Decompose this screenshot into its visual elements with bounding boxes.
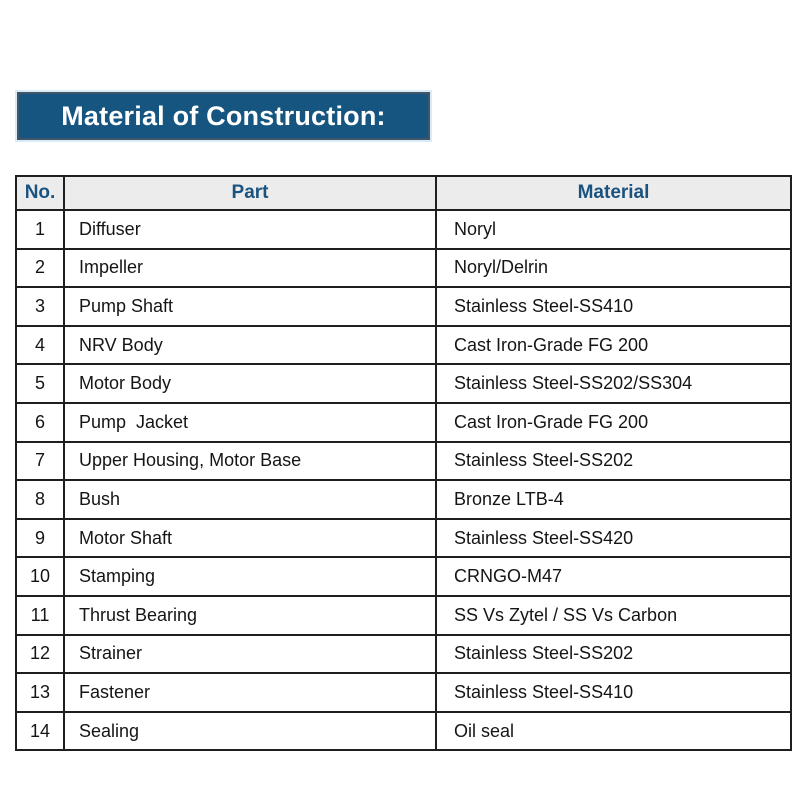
table-row [16, 287, 791, 326]
page-title: Material of Construction: [61, 100, 386, 131]
row-number: 9 [16, 519, 64, 558]
row-number: 11 [16, 596, 64, 635]
table-row [16, 712, 791, 751]
material-name: SS Vs Zytel / SS Vs Carbon [436, 596, 791, 635]
table-row [16, 596, 791, 635]
row-number: 2 [16, 249, 64, 288]
row-number: 12 [16, 635, 64, 674]
material-of-construction-table [15, 175, 792, 751]
table-row [16, 519, 791, 558]
row-number: 10 [16, 557, 64, 596]
material-name: Bronze LTB-4 [436, 480, 791, 519]
part-name: Impeller [64, 249, 436, 288]
table-row [16, 673, 791, 712]
row-number: 5 [16, 364, 64, 403]
material-name: Stainless Steel-SS202/SS304 [436, 364, 791, 403]
column-header-no: No. [16, 176, 64, 210]
row-number: 13 [16, 673, 64, 712]
table-row [16, 249, 791, 288]
table-row [16, 403, 791, 442]
column-header-material: Material [436, 176, 791, 210]
row-number: 8 [16, 480, 64, 519]
material-name: Stainless Steel-SS410 [436, 287, 791, 326]
table-row [16, 480, 791, 519]
row-number: 7 [16, 442, 64, 481]
table-row [16, 557, 791, 596]
table-row [16, 210, 791, 249]
material-name: Noryl/Delrin [436, 249, 791, 288]
material-name: Noryl [436, 210, 791, 249]
part-name: Motor Shaft [64, 519, 436, 558]
row-number: 3 [16, 287, 64, 326]
table-body [16, 210, 791, 750]
row-number: 6 [16, 403, 64, 442]
row-number: 1 [16, 210, 64, 249]
part-name: Thrust Bearing [64, 596, 436, 635]
part-name: Fastener [64, 673, 436, 712]
part-name: Diffuser [64, 210, 436, 249]
part-name: Bush [64, 480, 436, 519]
material-name: Stainless Steel-SS410 [436, 673, 791, 712]
material-name: CRNGO-M47 [436, 557, 791, 596]
part-name: Sealing [64, 712, 436, 751]
row-number: 4 [16, 326, 64, 365]
part-name: Pump Jacket [64, 403, 436, 442]
table-header-row [16, 176, 791, 210]
material-name: Stainless Steel-SS202 [436, 442, 791, 481]
table-row [16, 635, 791, 674]
part-name: Motor Body [64, 364, 436, 403]
material-name: Oil seal [436, 712, 791, 751]
material-name: Stainless Steel-SS202 [436, 635, 791, 674]
title-banner [17, 92, 430, 140]
table-row [16, 442, 791, 481]
material-name: Cast Iron-Grade FG 200 [436, 403, 791, 442]
material-name: Stainless Steel-SS420 [436, 519, 791, 558]
part-name: NRV Body [64, 326, 436, 365]
part-name: Stamping [64, 557, 436, 596]
table-row [16, 326, 791, 365]
material-name: Cast Iron-Grade FG 200 [436, 326, 791, 365]
part-name: Strainer [64, 635, 436, 674]
part-name: Pump Shaft [64, 287, 436, 326]
part-name: Upper Housing, Motor Base [64, 442, 436, 481]
row-number: 14 [16, 712, 64, 751]
table-row [16, 364, 791, 403]
column-header-part: Part [64, 176, 436, 210]
